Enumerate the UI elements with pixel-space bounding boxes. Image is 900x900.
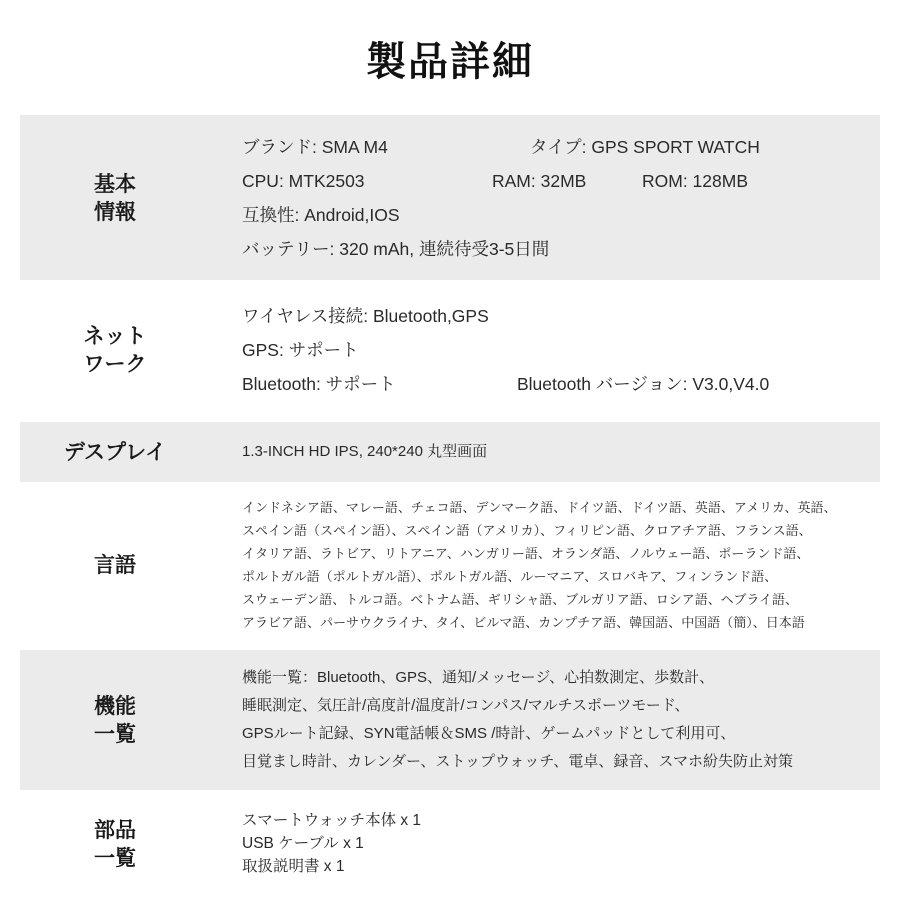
display-label — [20, 422, 210, 482]
parts-line: USB ケーブル x 1 — [242, 835, 364, 852]
bluetooth-version-text: Bluetooth バージョン: V3.0,V4.0 — [517, 374, 770, 394]
basic-info-section — [20, 115, 880, 280]
ram-text: RAM: 32MB — [492, 170, 587, 191]
rom-text: ROM: 128MB — [642, 170, 748, 191]
parts-label-line2: 一覧 — [94, 845, 136, 870]
display-spec-text: 1.3-INCH HD IPS, 240*240 丸型画面 — [242, 443, 488, 460]
network-label-line2: ワーク — [83, 352, 147, 376]
network-content — [242, 284, 870, 416]
display-section — [20, 422, 880, 482]
battery-text: バッテリー: 320 mAh, 連続待受3-5日間 — [242, 238, 550, 259]
language-line: イタリア語、ラトビア、リトアニア、ハンガリー語、オランダ語、ノルウェー語、ポーランド語、 — [242, 546, 810, 561]
feature-line: 睡眠測定、気圧計/高度計/温度計/コンパス/マルチスポーツモード、 — [242, 697, 690, 714]
bluetooth-text: Bluetooth: サポート — [242, 374, 396, 394]
gps-text: GPS: サポート — [242, 340, 359, 360]
language-line: スウェーデン語、トルコ語。ベトナム語、ギリシャ語、ブルガリア語、ロシア語、ヘブライ語、 — [242, 592, 799, 607]
features-label-line2: 一覧 — [94, 722, 136, 746]
parts-label — [20, 796, 210, 891]
brand-text: ブランド: SMA M4 — [242, 136, 388, 157]
type-text: タイプ: GPS SPORT WATCH — [530, 136, 760, 157]
language-line: スペイン語（スペイン語）、スペイン語（アメリカ）、フィリピン語、クロアチア語、フランス語、 — [242, 523, 812, 538]
features-section — [20, 650, 880, 790]
features-label — [20, 650, 210, 790]
feature-line: 機能一覧：Bluetooth、GPS、通知/メッセージ、心拍数測定、歩数計、 — [242, 669, 715, 686]
language-line: インドネシア語、マレー語、チェコ語、デンマーク語、ドイツ語、ドイツ語、英語、アメリカ、英語、 — [242, 500, 837, 515]
network-section — [20, 284, 880, 416]
basic-info-content — [242, 115, 870, 280]
feature-line: 目覚まし時計、カレンダー、ストップウォッチ、電卓、録音、スマホ紛失防止対策 — [242, 753, 794, 770]
parts-section — [20, 796, 880, 891]
features-label-line1: 機能 — [94, 694, 136, 718]
language-line: アラビア語、パーサウクライナ、タイ、ビルマ語、カンプチア語、韓国語、中国語（簡）、日本語 — [242, 615, 805, 630]
page-title: 製品詳細 — [366, 39, 534, 85]
parts-line: スマートウォッチ本体 x 1 — [242, 812, 422, 829]
basic-info-label-line1: 基本 — [94, 171, 136, 196]
parts-label-line1: 部品 — [94, 817, 136, 842]
language-content — [242, 486, 870, 644]
basic-info-label — [20, 115, 210, 280]
display-label-text: デスプレイ — [63, 440, 167, 464]
language-section — [20, 486, 880, 644]
language-label — [20, 486, 210, 644]
compat-text: 互換性: Android,IOS — [242, 204, 400, 225]
network-label — [20, 284, 210, 416]
language-line: ポルトガル語（ポルトガル語）、ポルトガル語、ルーマニア、スロバキア、フィンランド語、 — [242, 569, 778, 584]
language-label-text: 言語 — [94, 553, 136, 577]
wireless-text: ワイヤレス接続: Bluetooth,GPS — [242, 306, 489, 326]
network-label-line1: ネット — [83, 324, 147, 348]
display-content — [242, 422, 870, 482]
cpu-text: CPU: MTK2503 — [242, 170, 365, 191]
feature-line: GPSルート記録、SYN電話帳＆SMS /時計、ゲームパッドとして利用可、 — [242, 725, 736, 742]
basic-info-label-line2: 情報 — [94, 199, 136, 224]
parts-line: 取扱説明書 x 1 — [242, 858, 345, 875]
features-content — [242, 650, 870, 790]
parts-content — [242, 796, 870, 891]
